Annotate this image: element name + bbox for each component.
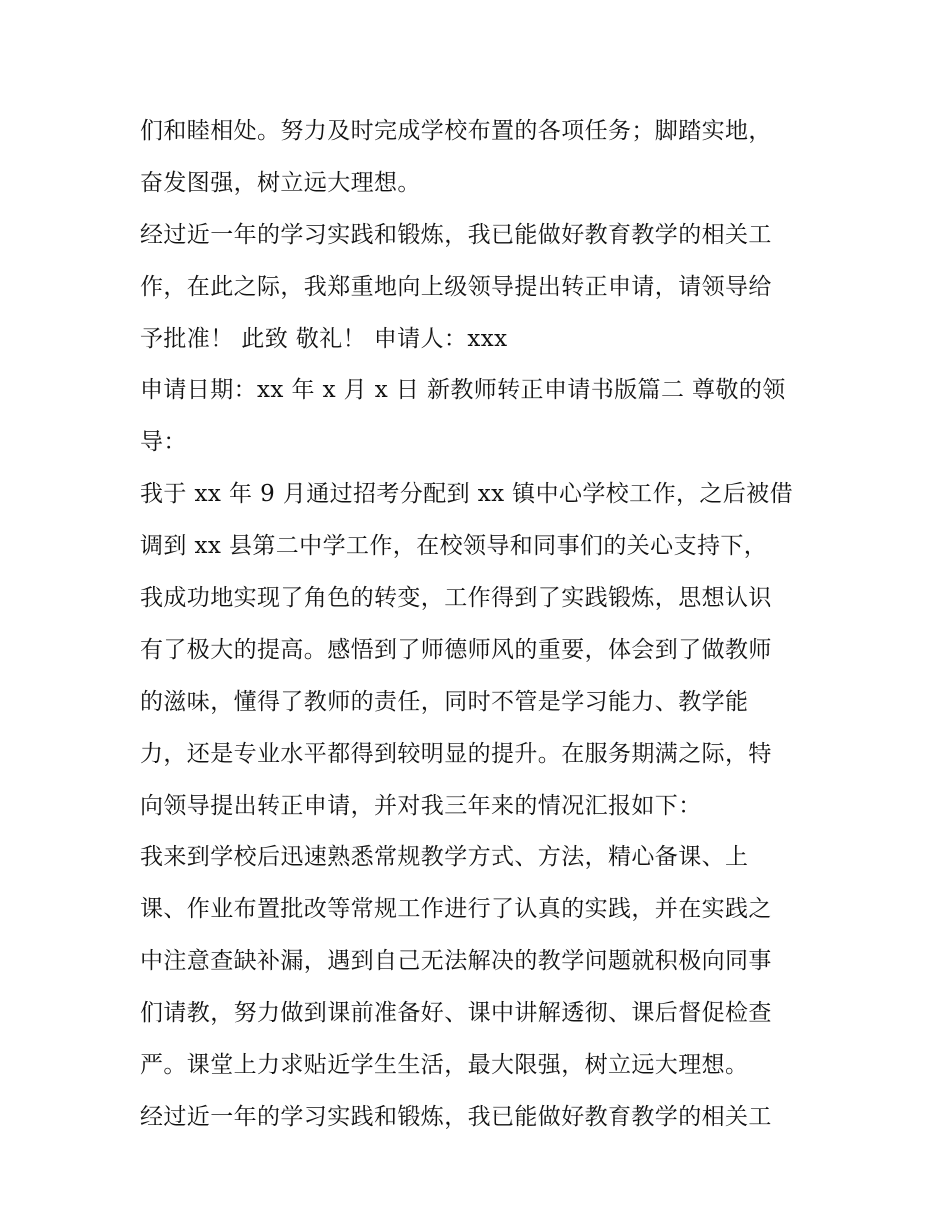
text-line: 经过近一年的学习实践和锻炼，我已能做好教育教学的相关工 (140, 1103, 772, 1130)
text-line: 我成功地实现了角色的转变，工作得到了实践锻炼，思想认识 (140, 585, 772, 612)
text-line: 严。课堂上力求贴近学生生活，最大限强，树立远大理想。 (140, 1052, 749, 1079)
text-line: 予批准！ 此致 敬礼！ 申请人：xxx (140, 325, 508, 352)
text-line: 经过近一年的学习实践和锻炼，我已能做好教育教学的相关工 (140, 221, 772, 248)
text-line: 奋发图强，树立远大理想。 (140, 169, 421, 196)
text-line: 调到 xx 县第二中学工作，在校领导和同事们的关心支持下， (140, 533, 768, 560)
text-line: 我于 xx 年 9 月通过招考分配到 xx 镇中心学校工作，之后被借 (140, 481, 793, 508)
text-line: 们和睦相处。努力及时完成学校布置的各项任务；脚踏实地， (140, 118, 772, 144)
text-line: 的滋味，懂得了教师的责任，同时不管是学习能力、教学能 (140, 688, 749, 715)
text-line: 导： (140, 429, 187, 456)
text-line: 申请日期：xx 年 x 月 x 日 新教师转正申请书版篇二 尊敬的领 (140, 377, 786, 404)
text-line: 向领导提出转正申请，并对我三年来的情况汇报如下： (140, 792, 702, 819)
text-line: 课、作业布置批改等常规工作进行了认真的实践，并在实践之 (140, 896, 772, 923)
text-line: 作，在此之际，我郑重地向上级领导提出转正申请，请领导给 (140, 273, 772, 300)
text-line: 力，还是专业水平都得到较明显的提升。在服务期满之际，特 (140, 740, 772, 767)
text-line: 我来到学校后迅速熟悉常规教学方式、方法，精心备课、上 (140, 844, 749, 871)
text-line: 中注意查缺补漏，遇到自己无法解决的教学问题就积极向同事 (140, 948, 772, 975)
document-body (140, 106, 820, 1144)
text-line: 有了极大的提高。感悟到了师德师风的重要，体会到了做教师 (140, 636, 772, 663)
text-line: 们请教，努力做到课前准备好、课中讲解透彻、课后督促检查 (140, 1000, 772, 1027)
